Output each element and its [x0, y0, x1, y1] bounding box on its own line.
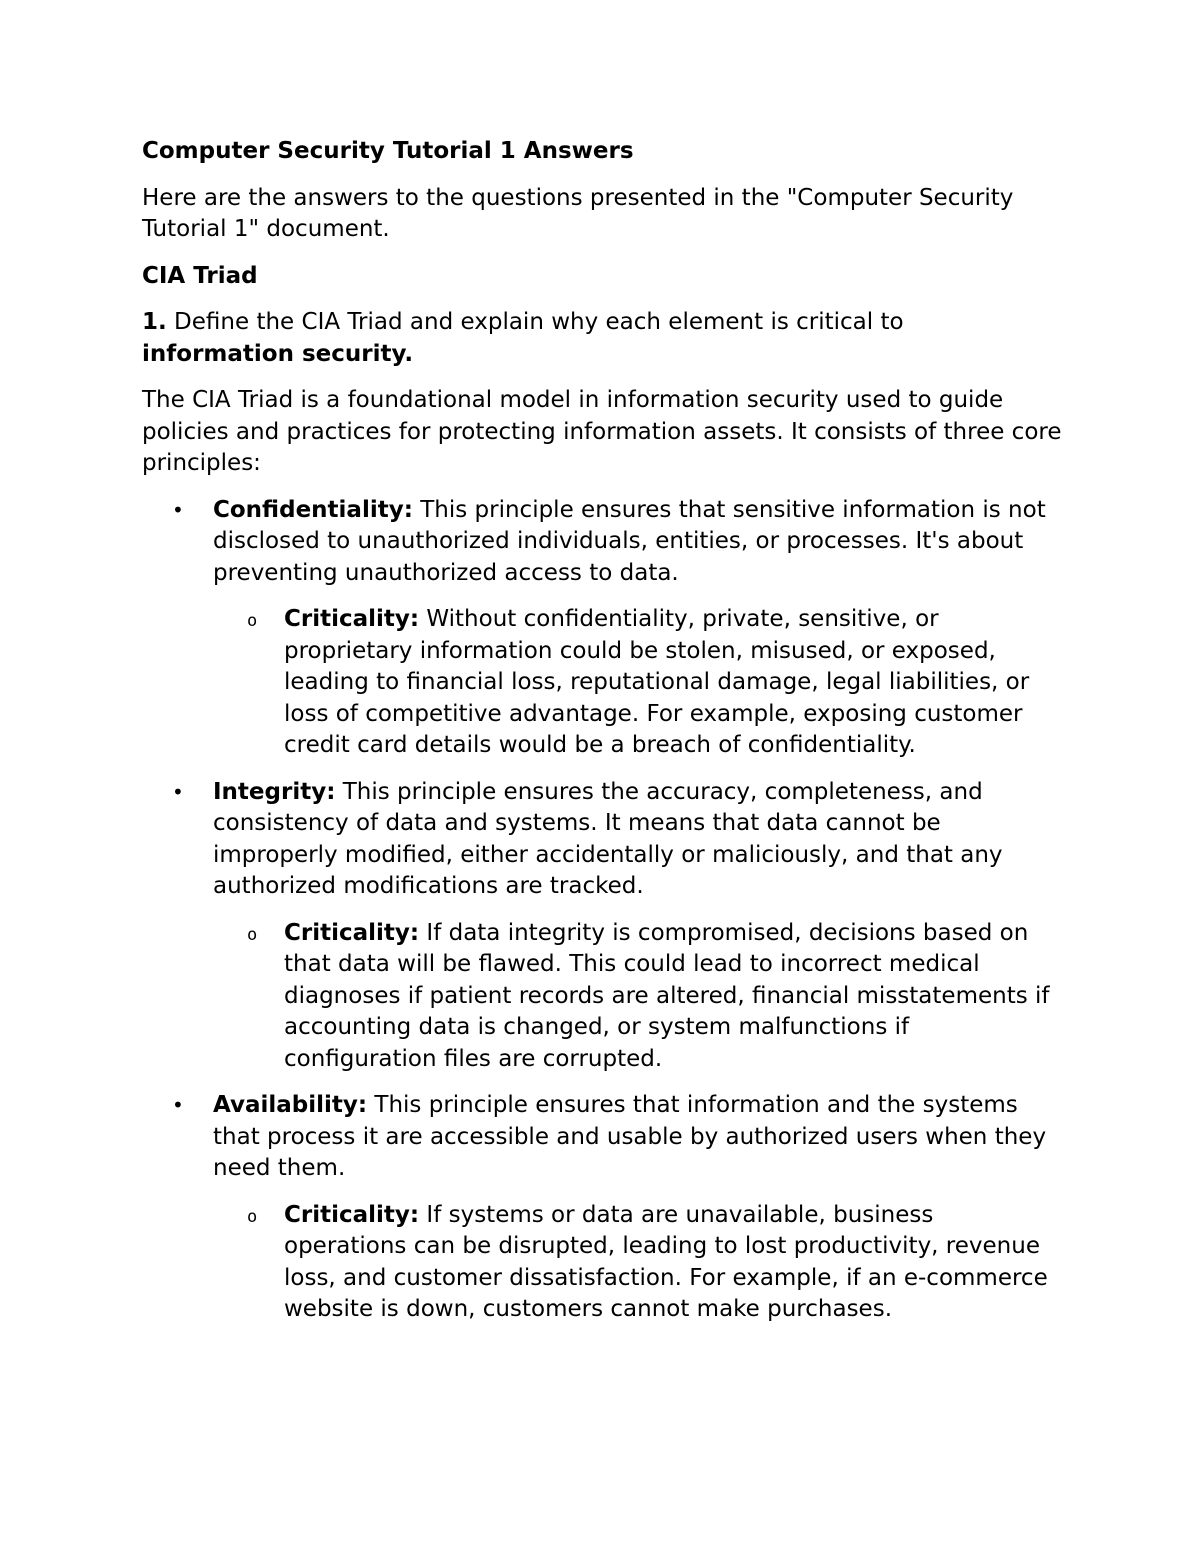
principle-description: This principle ensures that sensitive information is not disclosed to unauthorized individuals, entities, or processes. It's about preventing unauthorized access to data. [213, 496, 1046, 586]
sub-bullet-icon: o [247, 924, 258, 945]
sub-list [213, 1200, 1062, 1326]
sub-list [213, 604, 1062, 762]
list-item-criticality [213, 1200, 1062, 1326]
criticality-label: Criticality: [284, 606, 420, 632]
principle-name: Integrity: [213, 778, 336, 805]
principle-name: Availability: [213, 1092, 368, 1118]
answer-intro: The CIA Triad is a foundational model in information security used to guide policies and practices for protecting information assets. It consists of three core principles: [142, 387, 1062, 476]
question-number: 1. [142, 309, 167, 335]
question-text: Define the CIA Triad and explain why each element is critical to [166, 309, 904, 335]
list-item-criticality [213, 918, 1062, 1076]
document-title: Computer Security Tutorial 1 Answers [142, 138, 634, 164]
criticality-label: Criticality: [284, 1201, 420, 1228]
question-text-bold: information security. [142, 340, 414, 367]
list-item-confidentiality [142, 495, 1062, 762]
principle-description: This principle ensures the accuracy, completeness, and consistency of data and systems. It means that data cannot be improperly modified, either accidentally or maliciously, and that any authorized modifications are tracked. [213, 778, 1003, 899]
bullet-icon: • [172, 1093, 184, 1117]
principles-list [142, 495, 1062, 1326]
sub-bullet-icon: o [247, 1206, 258, 1227]
principle-name: Confidentiality: [213, 496, 413, 523]
criticality-text: If systems or data are unavailable, business operations can be disrupted, leading to lost productivity, revenue loss, and customer dissatisfaction. For example, if an e-commerce website is down, customers cannot make purchases. [284, 1201, 1048, 1322]
section-heading: CIA Triad [142, 262, 258, 289]
criticality-text: Without confidentiality, private, sensitive, or proprietary information could be stolen, misused, or exposed, leading to financial loss, reputational damage, legal liabilities, or loss of competitive advantage. For example, exposing customer credit card details would be a breach of confidentiality. [284, 606, 1030, 758]
sub-bullet-icon: o [247, 611, 258, 631]
bullet-icon: • [172, 779, 184, 804]
bullet-icon: • [172, 497, 184, 522]
list-item-availability [142, 1090, 1062, 1326]
intro-paragraph: Here are the answers to the questions presented in the "Computer Security Tutorial 1" document. [142, 184, 1014, 242]
list-item-integrity [142, 777, 1062, 1076]
criticality-text: If data integrity is compromised, decisions based on that data will be flawed. This could lead to incorrect medical diagnoses if patient records are altered, financial misstatements if accounting data is changed, or system malfunctions if configuration files are corrupted. [284, 919, 1050, 1072]
list-item-criticality [213, 604, 1062, 762]
principle-description: This principle ensures that information and the systems that process it are accessible and usable by authorized users when they need them. [213, 1092, 1047, 1181]
sub-list [213, 918, 1062, 1076]
document-page [142, 136, 1062, 1341]
question-1 [142, 307, 1062, 370]
criticality-label: Criticality: [284, 919, 420, 946]
